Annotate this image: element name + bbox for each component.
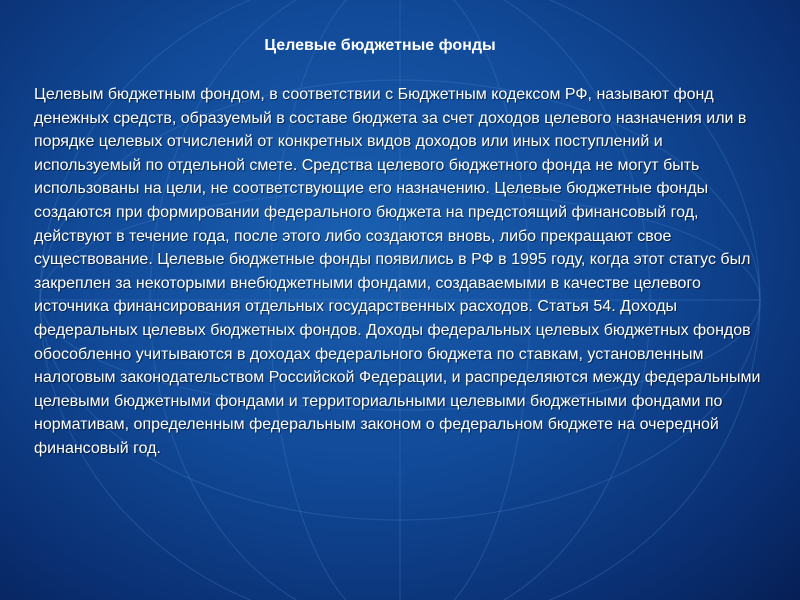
slide-body-text: Целевым бюджетным фондом, в соответствии с Бюджетным кодексом РФ, называют фонд денежных средств, образуемый в составе бюджета за счет доходов целевого назначения или в порядке целевых отчислений от конкретных видов доходов или иных поступлений и используемый по отдельной смете. Средства целевого бюджетного фонда не могут быть использованы на цели, не соответствующие его назначению. Целевые бюджетные фонды создаются при формировании федерального бюджета на предстоящий финансовый год, действуют в течение года, после этого либо создаются вновь, либо прекращают свое существование. Целевые бюджетные фонды появились в РФ в 1995 году, когда этот статус был закреплен за некоторыми внебюджетными фондами, создаваемыми в качестве целевого источника финансирования отдельных государственных расходов. Статья 54. Доходы федеральных целевых бюджетных фондов. Доходы федеральных целевых бюджетных фондов обособленно учитываются в доходах федерального бюджета по ставкам, установленным налоговым законодательством Российской Федерации, и распределяются между федеральными целевыми бюджетными фондами и территориальными целевыми бюджетными фондами по нормативам, определенным федеральным законом о федеральном бюджете на очередной финансовый год. <box>34 86 761 457</box>
slide-title: Целевые бюджетные фонды <box>264 37 496 54</box>
